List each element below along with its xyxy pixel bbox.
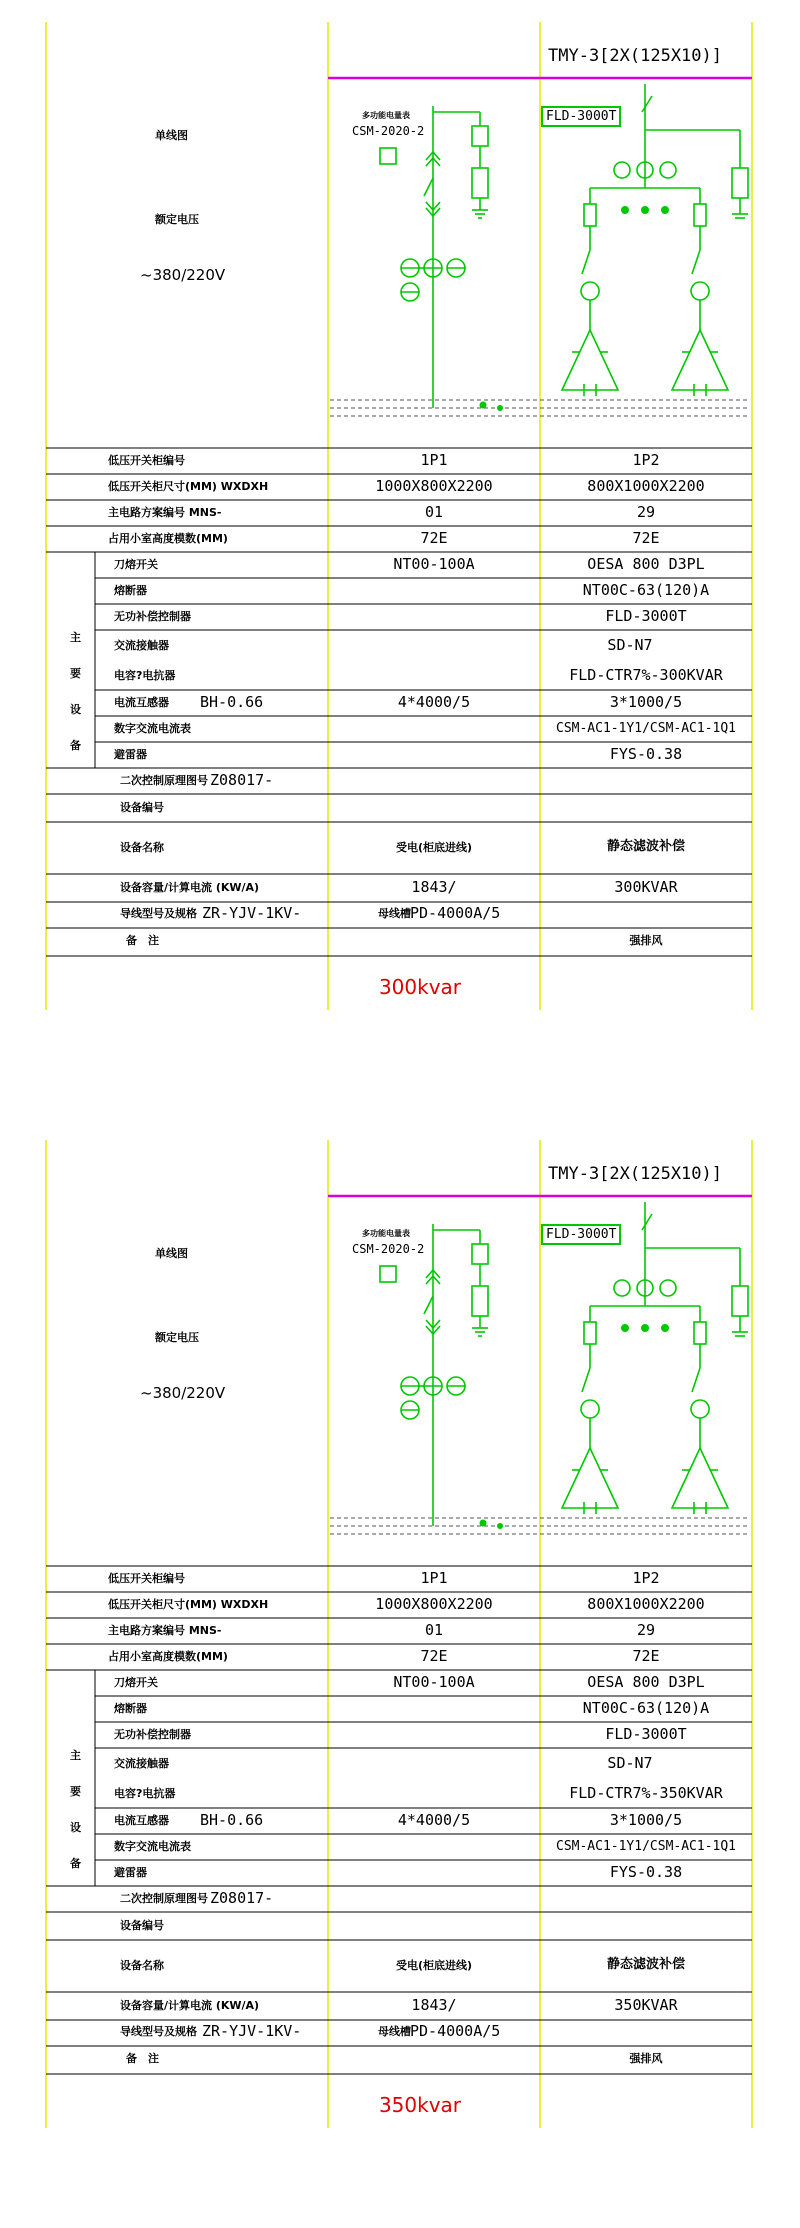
cable-c1: PD-4000A/5 — [410, 2022, 501, 2040]
device-name-c1: 受电(柜底进线) — [395, 1959, 473, 1972]
drawer-c2: 72E — [632, 1647, 660, 1665]
drawer-c1: 72E — [420, 529, 448, 547]
remark-label: 备 注 — [126, 934, 159, 947]
size-label: 低压开关柜尺寸(MM) WXDXH — [108, 1598, 269, 1611]
main-equipment-char-4: 备 — [70, 1857, 81, 1870]
main-equipment-char-3: 设 — [70, 1821, 81, 1834]
junction-dot — [497, 1523, 503, 1529]
cabinet-no-c1: 1P1 — [420, 1569, 448, 1587]
controller-box: FLD-3000T — [541, 106, 621, 127]
arrester-label: 避雷器 — [114, 1866, 147, 1879]
capacitor-c2: FLD-CTR7%-350KVAR — [569, 1784, 723, 1802]
ct-label: 电流互感器 — [114, 696, 169, 709]
cabinet-no-c2: 1P2 — [632, 451, 660, 469]
scheme-label: 主电路方案编号 MNS- — [108, 506, 222, 519]
incoming-feeder — [380, 1224, 488, 1526]
ellipsis-dot — [621, 206, 629, 214]
ct-label: 电流互感器 — [114, 1814, 169, 1827]
cable-label-extra: ZR-YJV-1KV- — [202, 2022, 302, 2040]
rated-voltage-value: ~380/220V — [140, 1384, 226, 1402]
reactive-controller-c2: FLD-3000T — [605, 1725, 687, 1743]
size-c2: 800X1000X2200 — [587, 477, 705, 495]
knife-switch-label: 刀熔开关 — [114, 1676, 158, 1689]
cabinet-no-label: 低压开关柜编号 — [108, 454, 185, 467]
arrester-label: 避雷器 — [114, 748, 147, 761]
contactor-c2: SD-N7 — [607, 1754, 653, 1772]
compensation-feeder — [562, 1202, 748, 1514]
cable-c1-prefix: 母线槽 — [378, 907, 411, 920]
digital-ammeter-label: 数字交流电流表 — [114, 1840, 191, 1853]
size-label: 低压开关柜尺寸(MM) WXDXH — [108, 480, 269, 493]
size-c2: 800X1000X2200 — [587, 1595, 705, 1613]
capacitor-label: 电容?电抗器 — [114, 1787, 176, 1800]
reactive-controller-c2: FLD-3000T — [605, 607, 687, 625]
knife-switch-c2: OESA 800 D3PL — [587, 1673, 705, 1691]
ct-c2: 3*1000/5 — [609, 693, 683, 711]
meter-note: 多功能电量表 — [362, 1229, 410, 1238]
single-line-label: 单线图 — [155, 1247, 188, 1260]
cabinet-no-c2: 1P2 — [632, 1569, 660, 1587]
remark-c2: 强排风 — [629, 2052, 663, 2065]
knife-switch-c1: NT00-100A — [393, 555, 475, 573]
ct-label-extra: BH-0.66 — [200, 1811, 264, 1829]
incoming-feeder — [380, 106, 488, 408]
single-line-diagram — [0, 0, 800, 1010]
digital-ammeter-c2: CSM-AC1-1Y1/CSM-AC1-1Q1 — [555, 1839, 737, 1854]
scheme-c2: 29 — [636, 1621, 656, 1639]
ct-c1: 4*4000/5 — [397, 693, 471, 711]
scheme-label: 主电路方案编号 MNS- — [108, 1624, 222, 1637]
ellipsis-dot — [641, 206, 649, 214]
compensation-feeder — [562, 84, 748, 396]
fuse-c2: NT00C-63(120)A — [582, 1699, 710, 1717]
fuse-c2: NT00C-63(120)A — [582, 581, 710, 599]
knife-switch-c2: OESA 800 D3PL — [587, 555, 705, 573]
capacitor-c2: FLD-CTR7%-300KVAR — [569, 666, 723, 684]
rated-voltage-value: ~380/220V — [140, 266, 226, 284]
arrester-c2: FYS-0.38 — [609, 745, 683, 763]
device-name-label: 设备名称 — [120, 841, 164, 854]
panel-caption: 300kvar — [378, 975, 462, 999]
main-equipment-char-1: 主 — [70, 631, 81, 644]
device-name-c2: 静态滤波补偿 — [606, 839, 686, 854]
single-line-label: 单线图 — [155, 129, 188, 142]
secondary-label: 二次控制原理图号 — [120, 774, 208, 787]
knife-switch-c1: NT00-100A — [393, 1673, 475, 1691]
digital-ammeter-label: 数字交流电流表 — [114, 722, 191, 735]
fuse-label: 熔断器 — [114, 1702, 147, 1715]
remark-label: 备 注 — [126, 2052, 159, 2065]
secondary-label: 二次控制原理图号 — [120, 1892, 208, 1905]
meter-model: CSM-2020-2 — [352, 1242, 425, 1256]
main-equipment-char-1: 主 — [70, 1749, 81, 1762]
rated-voltage-label: 额定电压 — [155, 213, 199, 226]
knife-switch-label: 刀熔开关 — [114, 558, 158, 571]
main-equipment-char-4: 备 — [70, 739, 81, 752]
drawer-label: 占用小室高度模数(MM) — [108, 1650, 228, 1663]
panel-caption: 350kvar — [378, 2093, 462, 2117]
device-no-label: 设备编号 — [120, 1919, 164, 1932]
secondary-value: Z08017- — [210, 771, 274, 789]
cabinet-no-c1: 1P1 — [420, 451, 448, 469]
drawer-c1: 72E — [420, 1647, 448, 1665]
ellipsis-dot — [621, 1324, 629, 1332]
arrester-c2: FYS-0.38 — [609, 1863, 683, 1881]
fuse-label: 熔断器 — [114, 584, 147, 597]
cable-label-extra: ZR-YJV-1KV- — [202, 904, 302, 922]
device-name-label: 设备名称 — [120, 1959, 164, 1972]
capacity-c2: 300KVAR — [614, 878, 678, 896]
scheme-c2: 29 — [636, 503, 656, 521]
cabinet-no-label: 低压开关柜编号 — [108, 1572, 185, 1585]
cable-label: 导线型号及规格 — [120, 2025, 197, 2038]
secondary-value: Z08017- — [210, 1889, 274, 1907]
capacity-c1: 1843/ — [411, 878, 457, 896]
size-c1: 1000X800X2200 — [375, 1595, 493, 1613]
reactive-controller-label: 无功补偿控制器 — [114, 610, 191, 623]
junction-dot — [497, 405, 503, 411]
ellipsis-dot — [661, 1324, 669, 1332]
contactor-c2: SD-N7 — [607, 636, 653, 654]
junction-dot — [480, 402, 487, 409]
cable-c1-prefix: 母线槽 — [378, 2025, 411, 2038]
device-name-c1: 受电(柜底进线) — [395, 841, 473, 854]
busbar-label: TMY-3[2X(125X10)] — [548, 1164, 722, 1184]
size-c1: 1000X800X2200 — [375, 477, 493, 495]
ct-label-extra: BH-0.66 — [200, 693, 264, 711]
device-name-c2: 静态滤波补偿 — [606, 1957, 686, 1972]
main-equipment-char-2: 要 — [70, 667, 81, 680]
panel-300kvar — [0, 0, 800, 1010]
ct-c1: 4*4000/5 — [397, 1811, 471, 1829]
capacity-label: 设备容量/计算电流 (KW/A) — [120, 1999, 260, 2012]
contactor-label: 交流接触器 — [114, 639, 169, 652]
panel-350kvar — [0, 1118, 800, 2128]
single-line-diagram — [0, 1118, 800, 2128]
meter-note: 多功能电量表 — [362, 111, 410, 120]
reactive-controller-label: 无功补偿控制器 — [114, 1728, 191, 1741]
cable-c1: PD-4000A/5 — [410, 904, 501, 922]
scheme-c1: 01 — [424, 1621, 444, 1639]
capacity-label: 设备容量/计算电流 (KW/A) — [120, 881, 260, 894]
main-equipment-char-3: 设 — [70, 703, 81, 716]
drawer-c2: 72E — [632, 529, 660, 547]
remark-c2: 强排风 — [629, 934, 663, 947]
cable-label: 导线型号及规格 — [120, 907, 197, 920]
contactor-label: 交流接触器 — [114, 1757, 169, 1770]
ellipsis-dot — [641, 1324, 649, 1332]
meter-model: CSM-2020-2 — [352, 124, 425, 138]
rated-voltage-label: 额定电压 — [155, 1331, 199, 1344]
device-no-label: 设备编号 — [120, 801, 164, 814]
capacitor-label: 电容?电抗器 — [114, 669, 176, 682]
capacity-c1: 1843/ — [411, 1996, 457, 2014]
busbar-label: TMY-3[2X(125X10)] — [548, 46, 722, 66]
ellipsis-dot — [661, 206, 669, 214]
controller-box: FLD-3000T — [541, 1224, 621, 1245]
capacity-c2: 350KVAR — [614, 1996, 678, 2014]
drawer-label: 占用小室高度模数(MM) — [108, 532, 228, 545]
ct-c2: 3*1000/5 — [609, 1811, 683, 1829]
main-equipment-char-2: 要 — [70, 1785, 81, 1798]
scheme-c1: 01 — [424, 503, 444, 521]
junction-dot — [480, 1520, 487, 1527]
digital-ammeter-c2: CSM-AC1-1Y1/CSM-AC1-1Q1 — [555, 721, 737, 736]
